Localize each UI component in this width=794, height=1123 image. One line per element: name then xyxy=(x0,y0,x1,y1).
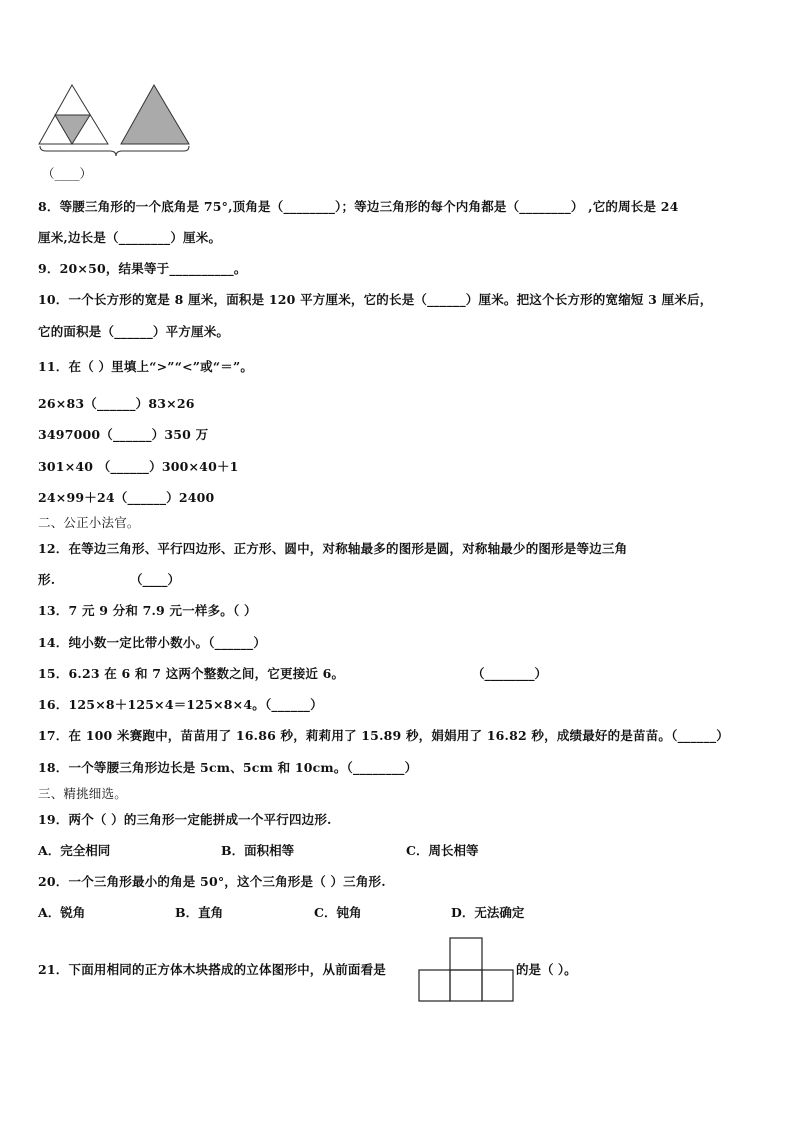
q11-item-2: 3497000（______）350 万 xyxy=(38,427,209,442)
q21-text-after: 的是（ ）。 xyxy=(516,962,577,977)
section2-heading: 二、公正小法官。 xyxy=(38,515,140,530)
q10-line2: 它的面积是（______）平方厘米。 xyxy=(38,324,230,339)
q8-line2: 厘米,边长是（________）厘米。 xyxy=(38,230,222,245)
q12-answer-blank[interactable]: （____） xyxy=(130,572,181,587)
q20-option-c[interactable]: C．钝角 xyxy=(314,905,362,920)
q20-stem: 20．一个三角形最小的角是 50°，这个三角形是（ ）三角形. xyxy=(38,874,386,889)
q12-line1: 12．在等边三角形、平行四边形、正方形、圆中，对称轴最多的图形是圆，对称轴最少的图形是等边三角 xyxy=(38,541,628,556)
q12-line2-text: 形. xyxy=(38,572,56,587)
q20-option-b[interactable]: B．直角 xyxy=(175,905,224,920)
q11-stem: 11．在（ ）里填上“>”“<”或“＝”。 xyxy=(38,359,254,374)
section3-heading: 三、精挑细选。 xyxy=(38,786,127,801)
q21-text-before: 21．下面用相同的正方体木块搭成的立体图形中，从前面看是 xyxy=(38,962,386,977)
triangle-figures xyxy=(36,82,196,162)
q19-option-c[interactable]: C．周长相等 xyxy=(406,843,479,858)
cube-bottom-middle xyxy=(450,970,482,1001)
q16: 16．125×8＋125×4＝125×8×4。（______） xyxy=(38,697,323,712)
q11-item-3: 301×40 （______）300×40＋1 xyxy=(38,459,239,474)
cube-bottom-right xyxy=(482,970,513,1001)
shaded-large-triangle xyxy=(121,85,189,144)
q10-line1: 10．一个长方形的宽是 8 厘米，面积是 120 平方厘米，它的长是（______）厘米。把这个长方形的宽缩短 3 厘米后， xyxy=(38,292,713,307)
q15-text: 15．6.23 在 6 和 7 这两个整数之间，它更接近 6。 xyxy=(38,666,345,681)
q8-line1: 8．等腰三角形的一个底角是 75°,顶角是（________）；等边三角形的每个内角都是（________） ,它的周长是 24 xyxy=(38,199,679,214)
q9: 9．20×50，结果等于__________。 xyxy=(38,261,247,276)
q13: 13．7 元 9 分和 7.9 元一样多。（ ） xyxy=(38,603,257,618)
q20-option-a[interactable]: A．锐角 xyxy=(38,905,86,920)
q15-answer-blank[interactable]: （________） xyxy=(472,666,548,681)
brace xyxy=(40,146,189,156)
q17: 17．在 100 米赛跑中，苗苗用了 16.86 秒，莉莉用了 15.89 秒，娟娟用了 16.82 秒，成绩最好的是苗苗。（______） xyxy=(38,728,729,743)
figure7-caption: （____） xyxy=(42,166,93,181)
q20-option-d[interactable]: D．无法确定 xyxy=(451,905,525,920)
q18: 18．一个等腰三角形边长是 5cm、5cm 和 10cm。（________） xyxy=(38,760,418,775)
cube-bottom-left xyxy=(419,970,450,1001)
q14: 14．纯小数一定比带小数小。（______） xyxy=(38,635,267,650)
q19-option-b[interactable]: B．面积相等 xyxy=(221,843,295,858)
q11-item-1: 26×83（______）83×26 xyxy=(38,396,195,411)
q19-stem: 19．两个（ ）的三角形一定能拼成一个平行四边形. xyxy=(38,812,332,827)
cube-top xyxy=(450,938,482,970)
q11-item-4: 24×99＋24（______）2400 xyxy=(38,490,215,505)
q19-option-a[interactable]: A．完全相同 xyxy=(38,843,111,858)
cube-front-view xyxy=(418,937,516,1003)
